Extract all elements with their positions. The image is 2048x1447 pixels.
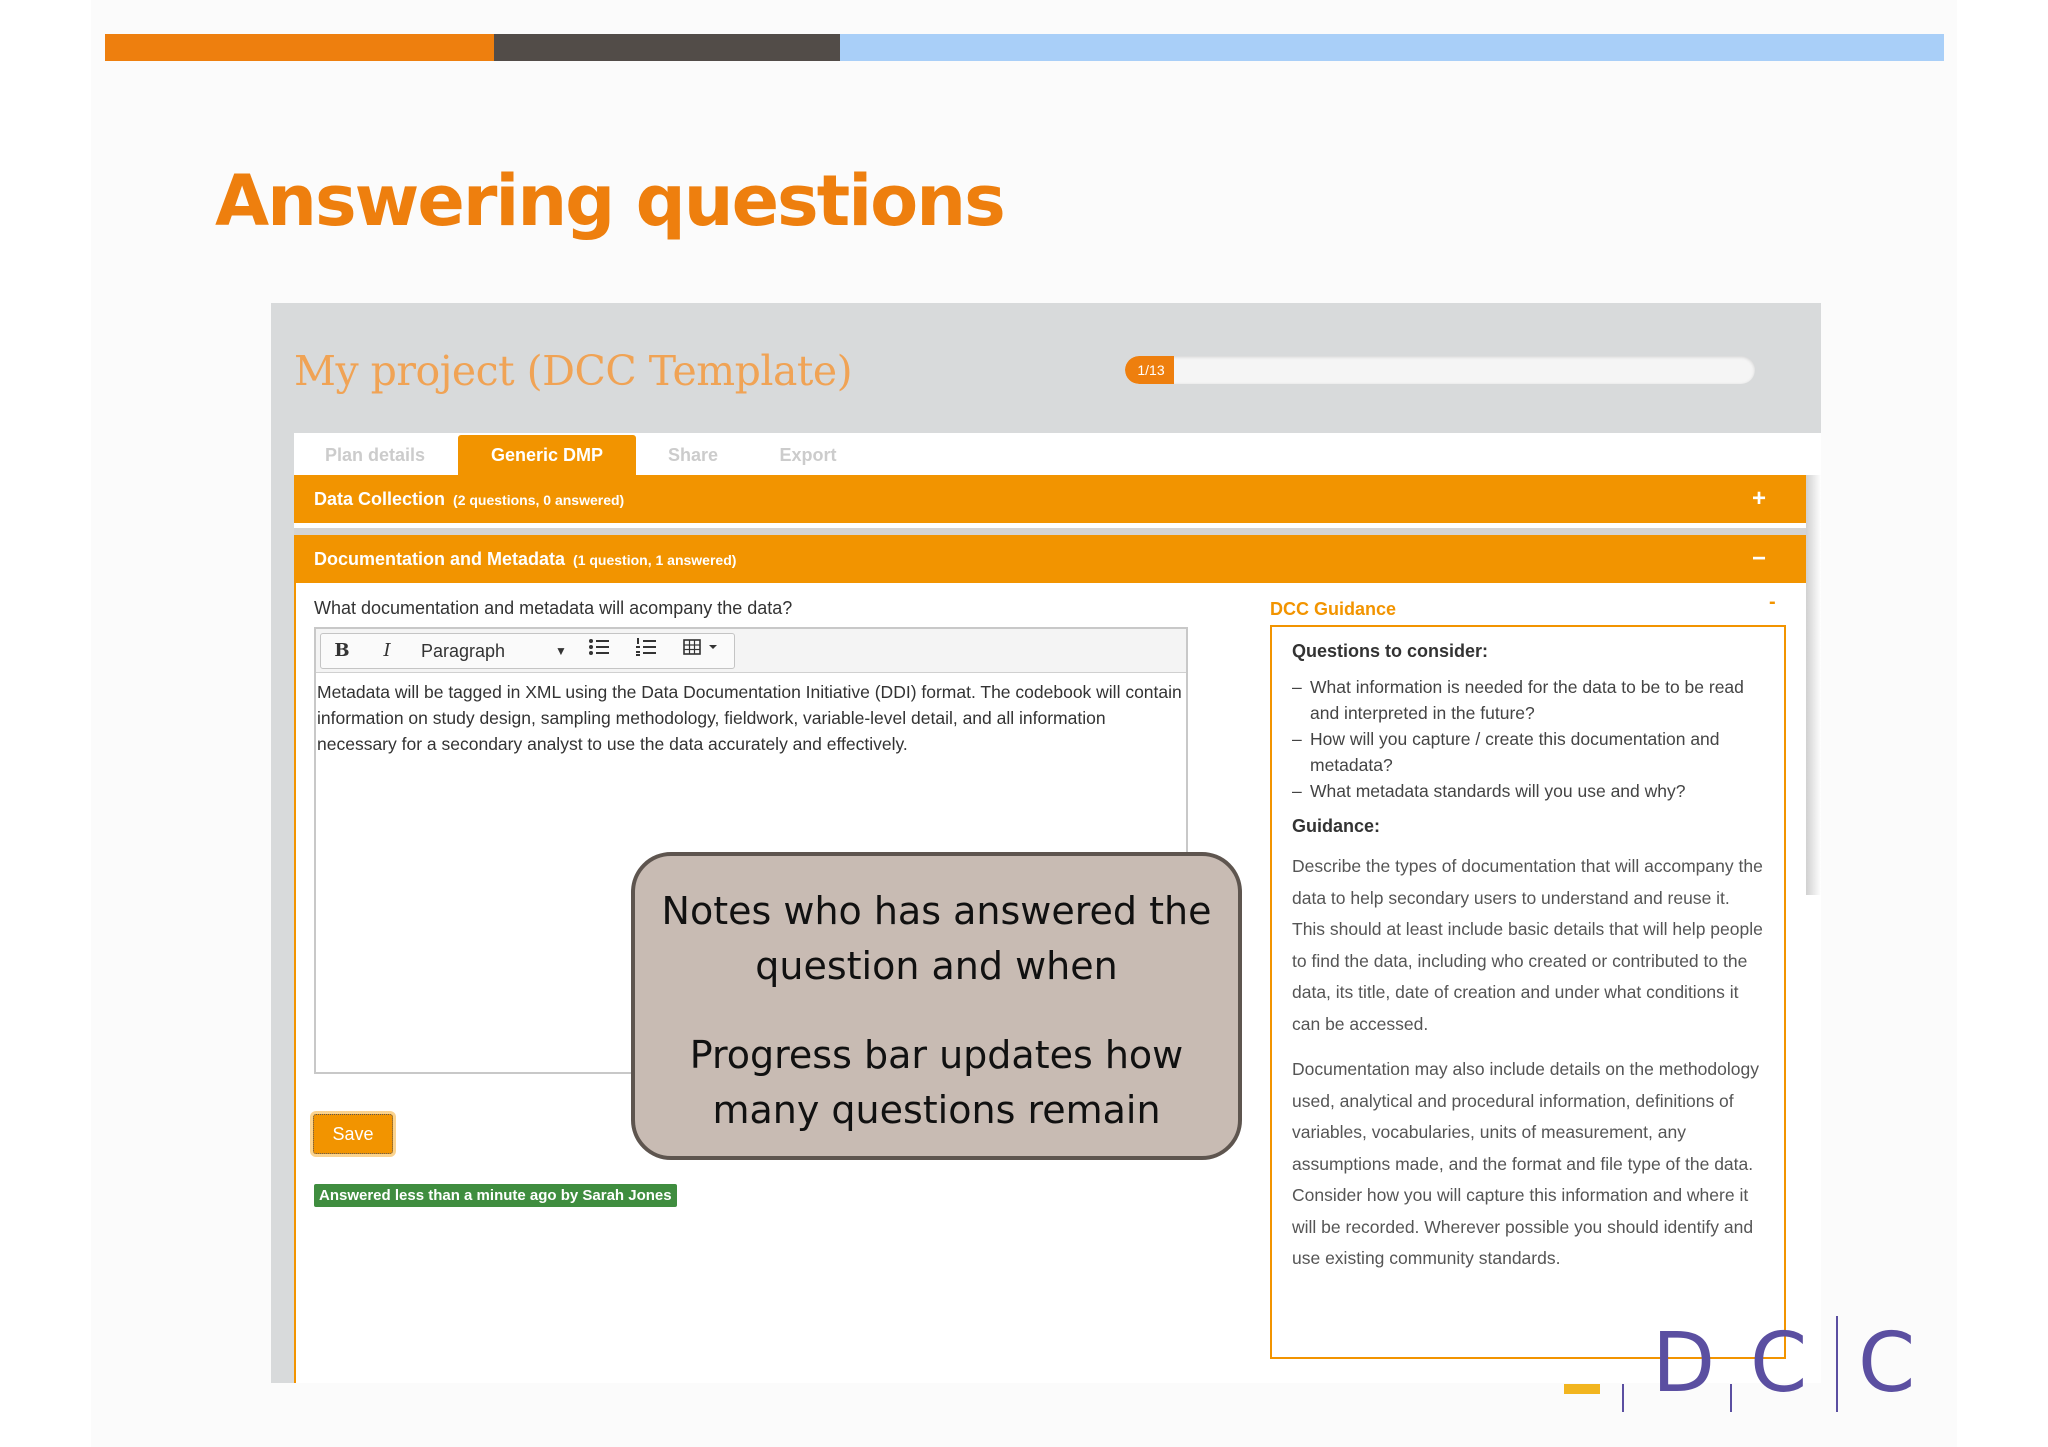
save-button[interactable]: Save [313, 1114, 393, 1154]
guidance-panel [1270, 625, 1786, 1359]
table-button[interactable] [681, 634, 723, 668]
question-text: What documentation and metadata will acompany the data? [314, 598, 793, 618]
bullet-list-button[interactable] [586, 634, 612, 668]
logo-letter: C [1750, 1316, 1808, 1411]
callout-line: Notes who has answered the question and when [661, 889, 1212, 988]
tab-generic-dmp[interactable]: Generic DMP [458, 435, 636, 475]
project-title: My project (DCC Template) [294, 347, 853, 395]
section-title: Data Collection (2 questions, 0 answered) [314, 489, 625, 509]
answered-status-badge: Answered less than a minute ago by Sarah Jones [314, 1184, 677, 1207]
section-title: Documentation and Metadata (1 question, 1 answered) [314, 549, 737, 569]
chevron-down-icon[interactable]: ▼ [555, 644, 567, 658]
bullet-list-icon [588, 637, 610, 657]
section-divider [294, 528, 1806, 535]
questions-list [1292, 674, 1764, 804]
collapse-icon[interactable]: − [1751, 545, 1766, 572]
numbered-list-button[interactable] [633, 634, 659, 668]
callout-line: Progress bar updates how many questions remain [689, 1033, 1184, 1132]
list-item: – What metadata standards will you use and why? [1292, 778, 1764, 804]
progress-bar [1125, 356, 1755, 384]
slide-title: Answering questions [215, 160, 1004, 242]
logo-letter: D [1652, 1316, 1716, 1411]
dcc-logo [1560, 1316, 1930, 1412]
logo-separator [1622, 1384, 1624, 1412]
guidance-label: Guidance: [1292, 816, 1381, 836]
editor-toolbar [316, 629, 1186, 673]
section-data-collection[interactable] [294, 475, 1806, 523]
logo-separator [1836, 1316, 1838, 1412]
table-icon [683, 637, 721, 657]
questions-label: Questions to consider: [1292, 641, 1489, 661]
progress-label: 1/13 [1137, 362, 1165, 378]
logo-letter: C [1858, 1316, 1916, 1411]
logo-separator [1730, 1384, 1732, 1412]
tab-export[interactable]: Export [750, 435, 866, 475]
list-item: – How will you capture / create this documentation and metadata? [1292, 726, 1764, 778]
editor-content[interactable]: Metadata will be tagged in XML using the Data Documentation Initiative (DDI) format. The codebook will contain information on study design, sampling methodology, fieldwork, variable-level detail, and all information necessary for a secondary analyst to use the data accurately and effectively. [317, 682, 1182, 754]
guidance-paragraph: Describe the types of documentation that will accompany the data to help secondary users to understand and reuse it. This should at least include basic details that will help people to find the data, including who created or contributed to the data, its title, date of creation and under what conditions it can be accessed. [1292, 856, 1763, 1034]
toolbar-group [320, 633, 735, 669]
bold-button[interactable]: B [334, 640, 350, 661]
paragraph-select[interactable]: Paragraph [421, 641, 506, 661]
annotation-callout [631, 852, 1242, 1160]
top-bar-dark [494, 34, 840, 61]
guidance-paragraph: Documentation may also include details on the methodology used, analytical and procedural information, definitions of variables, vocabularies, units of measurement, any assumptions made, and the format and file type of the data. Consider how you will capture this information and where it will be recorded. Wherever possible you should identify and use existing community standards. [1292, 1059, 1759, 1268]
guidance-heading: DCC Guidance [1270, 599, 1397, 619]
list-item: – What information is needed for the data to be to be read and interpreted in the future? [1292, 674, 1764, 726]
logo-dash [1564, 1384, 1600, 1394]
top-bar-orange [105, 34, 494, 61]
expand-icon[interactable]: + [1751, 485, 1766, 512]
panel-border [294, 581, 296, 1383]
app-left-band [271, 433, 294, 1383]
guidance-collapse-icon[interactable]: - [1769, 591, 1776, 613]
tab-plan-details[interactable]: Plan details [294, 435, 456, 475]
italic-button[interactable]: I [383, 640, 391, 661]
top-bar-blue [840, 34, 1944, 61]
panel-shadow [1806, 475, 1821, 895]
app-screenshot [271, 303, 1821, 1383]
numbered-list-icon [635, 637, 657, 657]
section-documentation-metadata[interactable] [294, 535, 1806, 583]
tab-share[interactable]: Share [638, 435, 748, 475]
